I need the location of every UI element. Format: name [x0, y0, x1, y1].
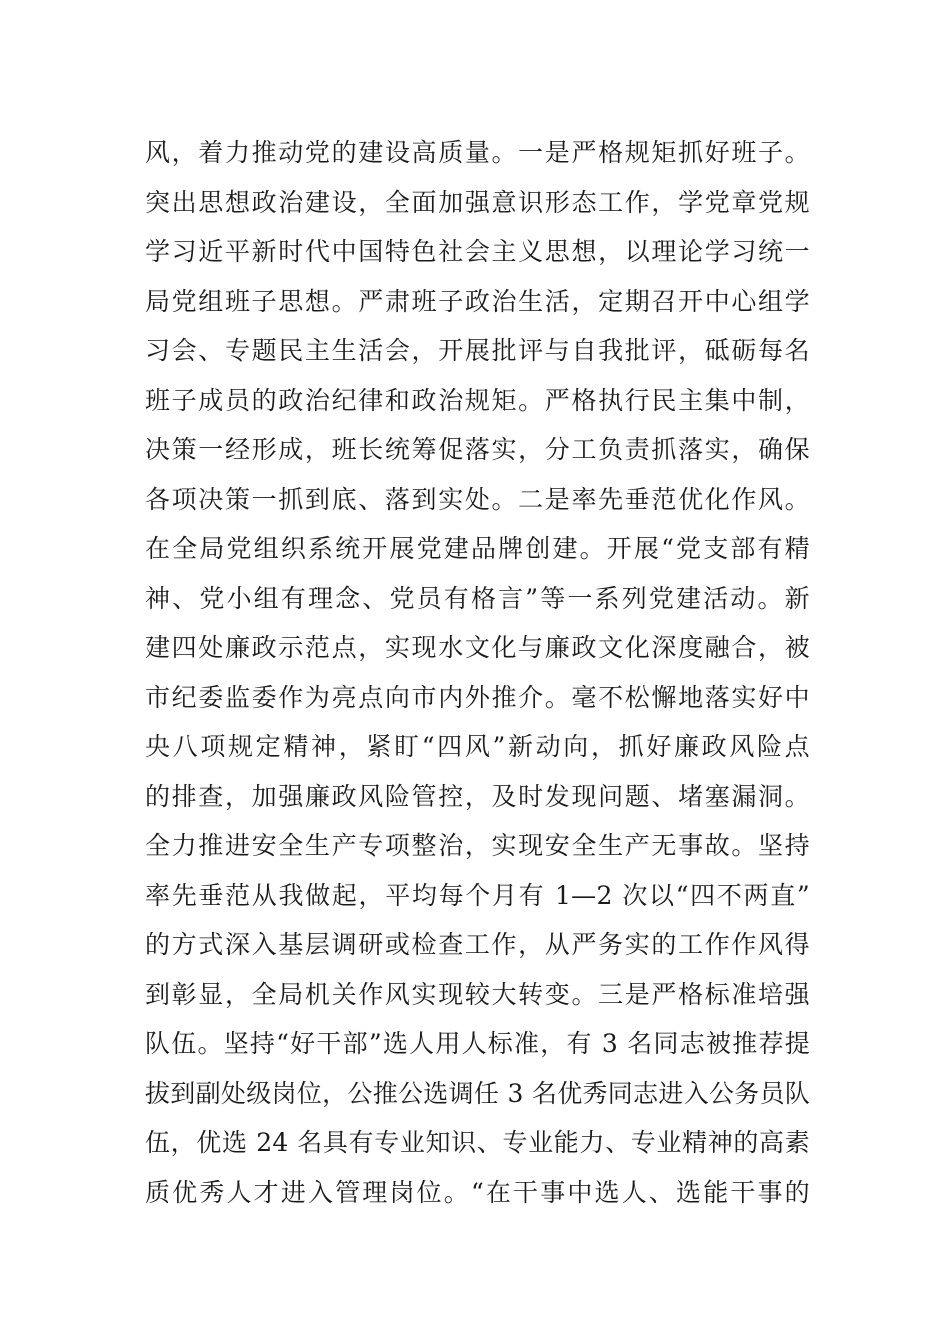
text-line: 建四处廉政示范点，实现水文化与廉政文化深度融合，被 — [145, 633, 810, 662]
text-line: 央八项规定精神，紧盯“四风”新动向，抓好廉政风险点 — [145, 732, 810, 761]
text-line: 的排查，加强廉政风险管控，及时发现问题、堵塞漏洞。 — [145, 781, 810, 811]
text-line: 全力推进安全生产专项整治，实现安全生产无事故。坚持 — [145, 831, 810, 860]
text-line: 突出思想政治建设，全面加强意识形态工作，学党章党规 — [145, 187, 810, 217]
text-line: 风，着力推动党的建设高质量。一是严格规矩抓好班子。 — [145, 138, 810, 167]
text-line: 决策一经形成，班长统筹促落实，分工负责抓落实，确保 — [145, 435, 810, 464]
text-line: 率先垂范从我做起，平均每个月有 1—2 次以“四不两直” — [145, 880, 810, 910]
text-line: 质优秀人才进入管理岗位。“在干事中选人、选能干事的 — [145, 1177, 810, 1207]
text-line: 神、党小组有理念、党员有格言”等一系列党建活动。新 — [145, 583, 810, 613]
text-line: 局党组班子思想。严肃班子政治生活，定期召开中心组学 — [145, 286, 810, 316]
text-line: 班子成员的政治纪律和政治规矩。严格执行民主集中制， — [145, 385, 810, 415]
document-body — [145, 128, 810, 1217]
text-line: 习会、专题民主生活会，开展批评与自我批评，砥砺每名 — [145, 336, 810, 365]
text-line: 拔到副处级岗位，公推公选调任 3 名优秀同志进入公务员队 — [145, 1078, 811, 1108]
text-line: 在全局党组织系统开展党建品牌创建。开展“党支部有精 — [145, 534, 810, 563]
text-line: 市纪委监委作为亮点向市内外推介。毫不松懈地落实好中 — [145, 682, 810, 712]
text-line: 伍，优选 24 名具有专业知识、专业能力、专业精神的高素 — [145, 1128, 810, 1157]
text-line: 的方式深入基层调研或检查工作，从严务实的工作作风得 — [145, 930, 810, 959]
text-line: 各项决策一抓到底、落到实处。二是率先垂范优化作风。 — [145, 484, 810, 514]
text-line: 队伍。坚持“好干部”选人用人标准，有 3 名同志被推荐提 — [145, 1029, 810, 1058]
text-line: 到彰显，全局机关作风实现较大转变。三是严格标准培强 — [145, 979, 810, 1009]
text-line: 学习近平新时代中国特色社会主义思想，以理论学习统一 — [145, 237, 810, 266]
